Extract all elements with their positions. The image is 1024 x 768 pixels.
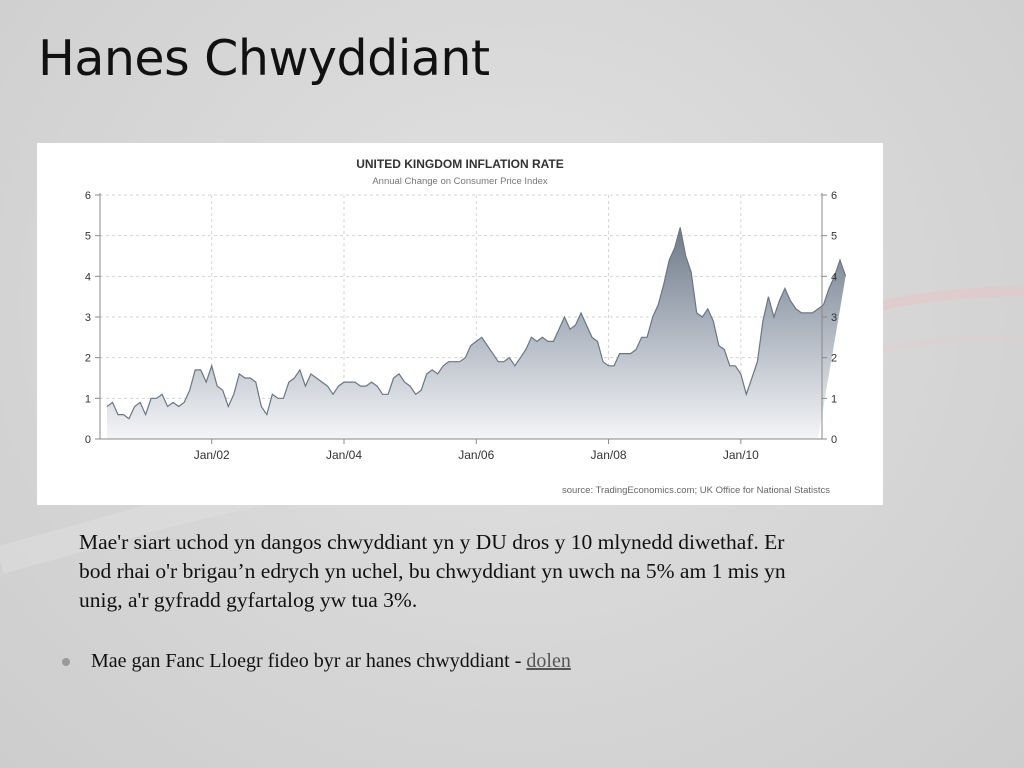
x-tick-label: Jan/08 [590, 448, 627, 462]
chart-subtitle: Annual Change on Consumer Price Index [372, 176, 548, 187]
y-tick-label-left: 3 [84, 312, 91, 324]
y-tick-label-right: 1 [831, 393, 838, 406]
description-paragraph: Mae'r siart uchod yn dangos chwyddiant yn y DU dros y 10 mlynedd diwethaf. Er bod rhai o'r brigau’n edrych yn uchel, bu chwyddiant yn uwch na 5% am 1 mis yn unig, a'r gyfradd gyfartalog yw tua 3%. [79, 530, 786, 612]
chart-title: UNITED KINGDOM INFLATION RATE [356, 157, 564, 171]
y-tick-label-left: 2 [84, 352, 91, 365]
y-tick-label-left: 4 [84, 271, 91, 284]
x-tick-label: Jan/10 [722, 448, 759, 462]
x-tick-label: Jan/02 [193, 448, 230, 462]
slide-title: Hanes Chwyddiant [38, 30, 490, 87]
y-tick-label-right: 4 [831, 271, 838, 284]
bullet-icon [62, 658, 70, 666]
y-tick-label-right: 6 [831, 190, 838, 202]
inflation-chart [37, 143, 883, 505]
y-tick-label-left: 5 [84, 230, 91, 243]
bullet-text: Mae gan Fanc Lloegr fideo byr ar hanes chwyddiant - [91, 650, 527, 672]
y-tick-label-left: 1 [84, 393, 91, 406]
chart-svg [37, 143, 883, 505]
x-tick-label: Jan/04 [325, 448, 363, 462]
video-bullet [62, 650, 571, 673]
y-tick-label-left: 0 [84, 434, 91, 446]
x-tick-label: Jan/06 [458, 448, 495, 462]
y-tick-label-right: 0 [831, 434, 838, 446]
y-tick-label-right: 3 [831, 312, 838, 324]
y-tick-label-right: 2 [831, 352, 838, 365]
y-tick-label-right: 5 [831, 230, 838, 243]
chart-source: source: TradingEconomics.com; UK Office for National Statistcs [561, 485, 830, 496]
y-tick-label-left: 6 [84, 190, 91, 202]
dolen-link[interactable]: dolen [526, 650, 571, 672]
